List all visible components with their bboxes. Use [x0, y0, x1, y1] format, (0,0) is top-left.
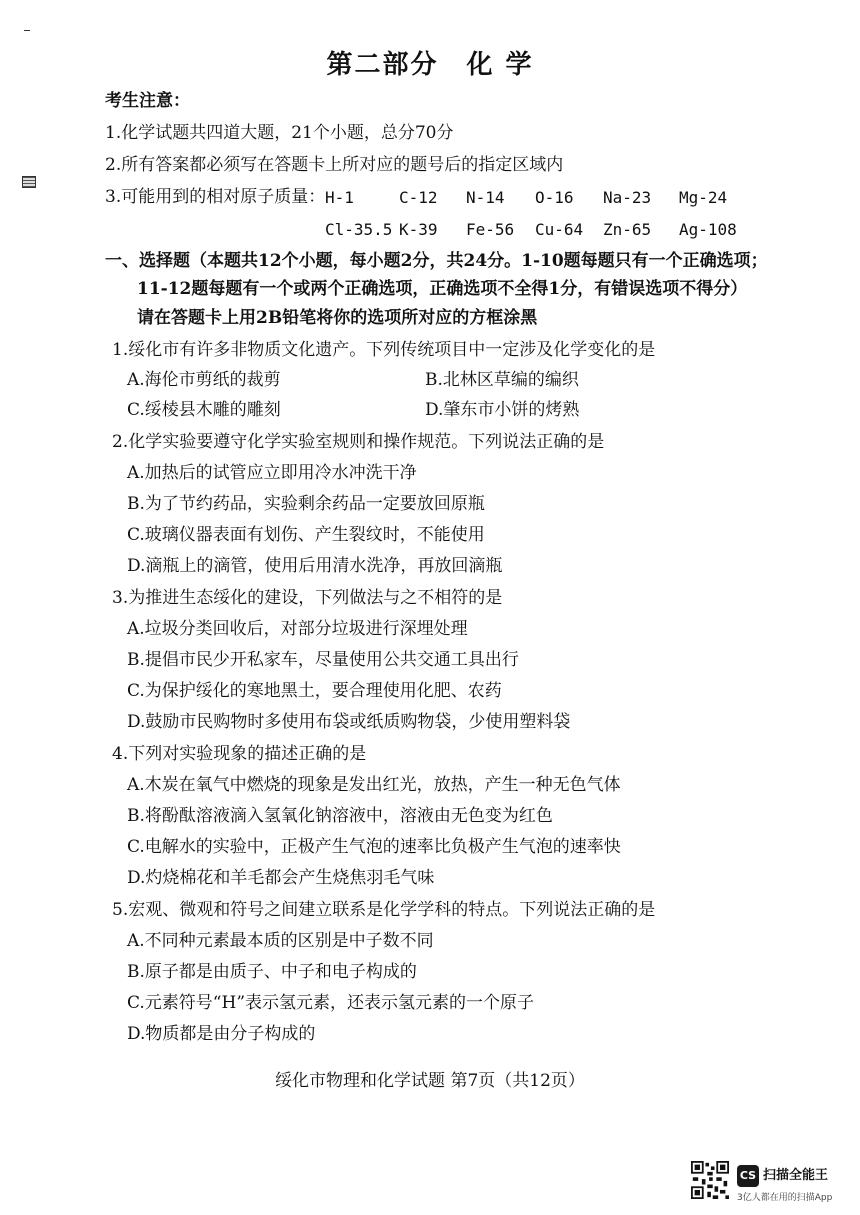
mass-cl: Cl-35.5 — [325, 220, 393, 239]
question-2-option-b: B.为了节约药品，实验剩余药品一定要放回原瓶 — [127, 494, 485, 514]
scanner-tagline: 3亿人都在用的扫描App — [737, 1193, 833, 1203]
question-3-option-a: A.垃圾分类回收后，对部分垃圾进行深埋处理 — [127, 619, 468, 639]
mass-mg: Mg-24 — [679, 188, 728, 207]
question-4-option-d: D.灼烧棉花和羊毛都会产生烧焦羽毛气味 — [127, 868, 435, 888]
question-3-option-d: D.鼓励市民购物时多使用布袋或纸质购物袋，少使用塑料袋 — [127, 712, 571, 732]
question-2-stem: 2.化学实验要遵守化学实验室规则和操作规范。下列说法正确的是 — [112, 432, 605, 452]
question-2-option-a: A.加热后的试管应立即用冷水冲洗干净 — [127, 463, 417, 483]
question-1-option-d: D.肇东市小饼的烤熟 — [425, 400, 580, 420]
title-part: 第二部分 — [326, 50, 439, 80]
mass-k: K-39 — [399, 220, 438, 239]
page-title — [0, 44, 860, 81]
notice-item-2: 2.所有答案都必须写在答题卡上所对应的题号后的指定区域内 — [105, 155, 564, 175]
mass-ag: Ag-108 — [679, 220, 737, 239]
mass-fe: Fe-56 — [466, 220, 515, 239]
notice-heading: 考生注意： — [105, 91, 190, 111]
question-1-option-c: C.绥棱县木雕的雕刻 — [127, 400, 281, 420]
question-5-stem: 5.宏观、微观和符号之间建立联系是化学学科的特点。下列说法正确的是 — [112, 900, 656, 920]
margin-icon — [22, 176, 36, 188]
question-4-stem: 4.下列对实验现象的描述正确的是 — [112, 744, 367, 764]
question-4-option-c: C.电解水的实验中，正极产生气泡的速率比负极产生气泡的速率快 — [127, 837, 621, 857]
question-4-option-a: A.木炭在氧气中燃烧的现象是发出红光，放热，产生一种无色气体 — [127, 775, 621, 795]
question-2-option-d: D.滴瓶上的滴管，使用后用清水洗净，再放回滴瓶 — [127, 556, 503, 576]
section-heading-line3: 请在答题卡上用2B铅笔将你的选项所对应的方框涂黑 — [137, 308, 538, 328]
question-4-option-b: B.将酚酞溶液滴入氢氧化钠溶液中，溶液由无色变为红色 — [127, 806, 553, 826]
mass-n: N-14 — [466, 188, 505, 207]
section-heading-line2: 11-12题每题有一个或两个正确选项，正确选项不全得1分，有错误选项不得分） — [137, 279, 748, 299]
question-3-option-c: C.为保护绥化的寒地黑土，要合理使用化肥、农药 — [127, 681, 502, 701]
question-5-option-b: B.原子都是由质子、中子和电子构成的 — [127, 962, 417, 982]
question-1-option-b: B.北林区草编的编织 — [425, 370, 579, 390]
scanner-brand: 扫描全能王 — [763, 1168, 829, 1183]
camscanner-logo: CS — [737, 1165, 759, 1187]
question-3-option-b: B.提倡市民少开私家车，尽量使用公共交通工具出行 — [127, 650, 519, 670]
mass-h: H-1 — [325, 188, 354, 207]
mass-zn: Zn-65 — [603, 220, 652, 239]
mass-cu: Cu-64 — [535, 220, 584, 239]
notice-item-1: 1.化学试题共四道大题，21个小题，总分70分 — [105, 123, 454, 143]
question-1-option-a: A.海伦市剪纸的裁剪 — [127, 370, 281, 390]
page-footer: 绥化市物理和化学试题 第7页（共12页） — [275, 1071, 585, 1091]
title-subject: 化 学 — [466, 50, 534, 80]
question-2-option-c: C.玻璃仪器表面有划伤、产生裂纹时，不能使用 — [127, 525, 485, 545]
corner-mark — [24, 30, 30, 31]
section-heading-line1: 一、选择题（本题共12个小题，每小题2分，共24分。1-10题每题只有一个正确选项； — [105, 251, 768, 271]
question-1-stem: 1.绥化市有许多非物质文化遗产。下列传统项目中一定涉及化学变化的是 — [112, 340, 656, 360]
question-5-option-d: D.物质都是由分子构成的 — [127, 1024, 316, 1044]
question-5-option-a: A.不同种元素最本质的区别是中子数不同 — [127, 931, 434, 951]
qr-code-icon — [691, 1161, 729, 1199]
question-3-stem: 3.为推进生态绥化的建设，下列做法与之不相符的是 — [112, 588, 503, 608]
notice-mass-label: 3.可能用到的相对原子质量： — [105, 187, 326, 207]
question-5-option-c: C.元素符号“H”表示氢元素，还表示氢元素的一个原子 — [127, 993, 535, 1013]
mass-o: O-16 — [535, 188, 574, 207]
mass-c: C-12 — [399, 188, 438, 207]
mass-na: Na-23 — [603, 188, 652, 207]
